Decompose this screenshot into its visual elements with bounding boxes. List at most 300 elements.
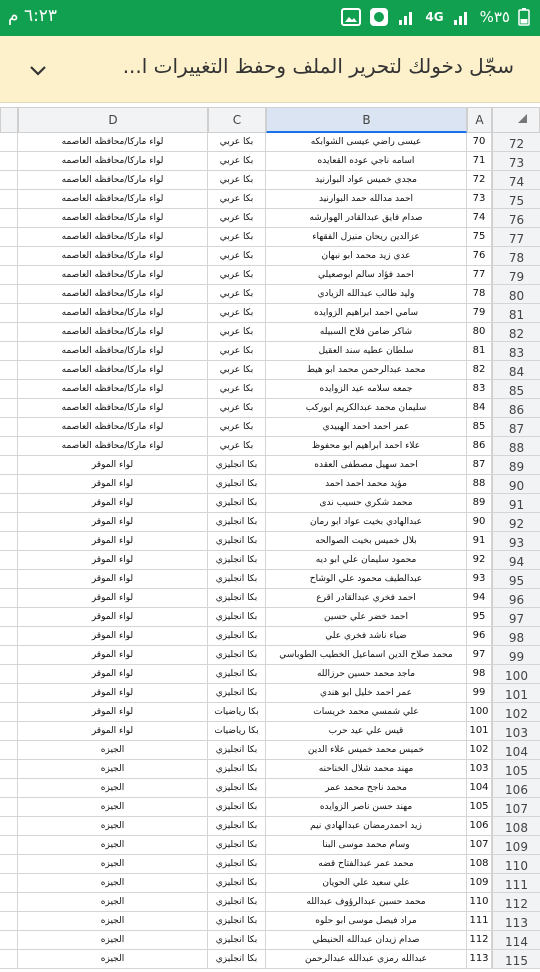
cell-partial[interactable]: [0, 418, 18, 437]
cell-a[interactable]: 72: [467, 171, 492, 190]
cell-a[interactable]: 98: [467, 665, 492, 684]
cell-a[interactable]: 110: [467, 893, 492, 912]
row-header[interactable]: 106: [492, 779, 540, 798]
cell-b[interactable]: مؤيد محمد احمد احمد: [266, 475, 467, 494]
cell-c[interactable]: بكا انجليزي: [208, 456, 266, 475]
cell-c[interactable]: بكا انجليزي: [208, 494, 266, 513]
cell-b[interactable]: عبدالطيف محمود علي الوشاح: [266, 570, 467, 589]
cell-c[interactable]: بكا انجليزي: [208, 950, 266, 969]
cell-partial[interactable]: [0, 589, 18, 608]
cell-c[interactable]: بكا عربي: [208, 171, 266, 190]
cell-b[interactable]: علي سعيد علي الحويان: [266, 874, 467, 893]
cell-c[interactable]: بكا عربي: [208, 247, 266, 266]
cell-b[interactable]: عبدالهادي بخيت عواد ابو رمان: [266, 513, 467, 532]
chevron-down-icon[interactable]: [26, 58, 50, 82]
cell-b[interactable]: محمد ناجح محمد عمر: [266, 779, 467, 798]
table-row: [0, 285, 540, 304]
cell-a[interactable]: 112: [467, 931, 492, 950]
cell-partial[interactable]: [0, 855, 18, 874]
row-header[interactable]: 77: [492, 228, 540, 247]
cell-partial[interactable]: [0, 912, 18, 931]
cell-b[interactable]: اسامه ناجي عوده القعايده: [266, 152, 467, 171]
cell-d[interactable]: الجيزه: [18, 912, 208, 931]
cell-b[interactable]: عزالدين ريحان منيزل الفقهاء: [266, 228, 467, 247]
cell-d[interactable]: الجيزه: [18, 931, 208, 950]
cell-c[interactable]: بكا انجليزي: [208, 836, 266, 855]
table-row: [0, 931, 540, 950]
row-header[interactable]: 75: [492, 190, 540, 209]
cell-partial[interactable]: [0, 950, 18, 969]
column-header-partial[interactable]: [0, 107, 18, 133]
cell-b[interactable]: سامي احمد ابراهيم الزوايده: [266, 304, 467, 323]
cell-b[interactable]: وسام محمد موسى البنا: [266, 836, 467, 855]
cell-partial[interactable]: [0, 380, 18, 399]
row-header[interactable]: 99: [492, 646, 540, 665]
cell-c[interactable]: بكا عربي: [208, 285, 266, 304]
cell-d[interactable]: لواء الموقر: [18, 627, 208, 646]
table-row: [0, 190, 540, 209]
cell-partial[interactable]: [0, 703, 18, 722]
cell-partial[interactable]: [0, 399, 18, 418]
cell-d[interactable]: الجيزه: [18, 836, 208, 855]
cell-partial[interactable]: [0, 722, 18, 741]
cell-a[interactable]: 89: [467, 494, 492, 513]
cell-c[interactable]: بكا انجليزي: [208, 779, 266, 798]
table-row: [0, 266, 540, 285]
cell-b[interactable]: مراد فيصل موسى ابو حلوه: [266, 912, 467, 931]
cell-d[interactable]: لواء الموقر: [18, 703, 208, 722]
cell-d[interactable]: الجيزه: [18, 760, 208, 779]
table-row: [0, 304, 540, 323]
network-type: 4G: [425, 10, 444, 24]
cell-partial[interactable]: [0, 437, 18, 456]
table-row: [0, 475, 540, 494]
cell-a[interactable]: 85: [467, 418, 492, 437]
cell-d[interactable]: لواء ماركا/محافظه العاصمه: [18, 209, 208, 228]
cell-b[interactable]: ضياء ناشد فخري علي: [266, 627, 467, 646]
table-row: [0, 380, 540, 399]
cell-d[interactable]: لواء ماركا/محافظه العاصمه: [18, 152, 208, 171]
cell-b[interactable]: مجدي خميس عواد البوارنيد: [266, 171, 467, 190]
cell-a[interactable]: 87: [467, 456, 492, 475]
cell-partial[interactable]: [0, 760, 18, 779]
row-header[interactable]: 105: [492, 760, 540, 779]
table-row: [0, 171, 540, 190]
cell-c[interactable]: بكا انجليزي: [208, 893, 266, 912]
cell-c[interactable]: بكا انجليزي: [208, 855, 266, 874]
row-header[interactable]: 104: [492, 741, 540, 760]
row-header[interactable]: 73: [492, 152, 540, 171]
cell-a[interactable]: 73: [467, 190, 492, 209]
cell-b[interactable]: احمد خضر علي حسين: [266, 608, 467, 627]
cell-c[interactable]: بكا انجليزي: [208, 608, 266, 627]
cell-partial[interactable]: [0, 817, 18, 836]
cell-d[interactable]: لواء الموقر: [18, 608, 208, 627]
row-header[interactable]: 80: [492, 285, 540, 304]
cell-c[interactable]: بكا انجليزي: [208, 570, 266, 589]
cell-c[interactable]: بكا عربي: [208, 342, 266, 361]
cell-partial[interactable]: [0, 798, 18, 817]
cell-c[interactable]: بكا انجليزي: [208, 646, 266, 665]
cell-c[interactable]: بكا عربي: [208, 399, 266, 418]
column-header-a[interactable]: A: [467, 107, 492, 133]
cell-c[interactable]: بكا انجليزي: [208, 665, 266, 684]
table-row: [0, 551, 540, 570]
cell-partial[interactable]: [0, 741, 18, 760]
cell-c[interactable]: بكا عربي: [208, 380, 266, 399]
cell-d[interactable]: لواء الموقر: [18, 494, 208, 513]
cell-a[interactable]: 93: [467, 570, 492, 589]
cell-d[interactable]: الجيزه: [18, 893, 208, 912]
row-header[interactable]: 97: [492, 608, 540, 627]
row-header[interactable]: 96: [492, 589, 540, 608]
cell-a[interactable]: 94: [467, 589, 492, 608]
cell-partial[interactable]: [0, 931, 18, 950]
cell-a[interactable]: 97: [467, 646, 492, 665]
cell-a[interactable]: 102: [467, 741, 492, 760]
battery-percent: %٣٥: [479, 8, 510, 26]
cell-partial[interactable]: [0, 133, 18, 152]
cell-b[interactable]: جمعه سلامه عيد الزوايده: [266, 380, 467, 399]
cell-a[interactable]: 83: [467, 380, 492, 399]
cell-a[interactable]: 74: [467, 209, 492, 228]
row-header[interactable]: 84: [492, 361, 540, 380]
cell-d[interactable]: الجيزه: [18, 817, 208, 836]
cell-partial[interactable]: [0, 285, 18, 304]
cell-partial[interactable]: [0, 456, 18, 475]
row-header[interactable]: 85: [492, 380, 540, 399]
cell-c[interactable]: بكا عربي: [208, 323, 266, 342]
cell-b[interactable]: احمد فؤاد سالم ابوصعيلي: [266, 266, 467, 285]
row-header[interactable]: 98: [492, 627, 540, 646]
cell-b[interactable]: قيس علي عيد حرب: [266, 722, 467, 741]
cell-d[interactable]: لواء ماركا/محافظه العاصمه: [18, 437, 208, 456]
cell-c[interactable]: بكا انجليزي: [208, 912, 266, 931]
row-header[interactable]: 107: [492, 798, 540, 817]
cell-d[interactable]: لواء الموقر: [18, 722, 208, 741]
cell-partial[interactable]: [0, 361, 18, 380]
cell-c[interactable]: بكا عربي: [208, 437, 266, 456]
cell-partial[interactable]: [0, 532, 18, 551]
row-header[interactable]: 89: [492, 456, 540, 475]
cell-d[interactable]: لواء ماركا/محافظه العاصمه: [18, 190, 208, 209]
table-row: [0, 665, 540, 684]
signal-icon: [397, 8, 417, 26]
cell-b[interactable]: عمر احمد خليل ابو هندي: [266, 684, 467, 703]
row-header[interactable]: 100: [492, 665, 540, 684]
cell-b[interactable]: صدام زيدان عبدالله الحنيطي: [266, 931, 467, 950]
cell-d[interactable]: لواء الموقر: [18, 456, 208, 475]
cell-a[interactable]: 76: [467, 247, 492, 266]
cell-a[interactable]: 113: [467, 950, 492, 969]
cell-d[interactable]: الجيزه: [18, 855, 208, 874]
cell-d[interactable]: لواء الموقر: [18, 646, 208, 665]
cell-c[interactable]: بكا انجليزي: [208, 817, 266, 836]
cell-a[interactable]: 75: [467, 228, 492, 247]
cell-b[interactable]: احمد مدالله حمد البوارنيد: [266, 190, 467, 209]
cell-b[interactable]: عدي زيد محمد ابو نبهان: [266, 247, 467, 266]
spreadsheet-grid[interactable]: [0, 133, 540, 968]
cell-partial[interactable]: [0, 190, 18, 209]
cell-a[interactable]: 104: [467, 779, 492, 798]
row-header[interactable]: 93: [492, 532, 540, 551]
cell-b[interactable]: ماجد محمد حسين حرزالله: [266, 665, 467, 684]
cell-b[interactable]: احمد سهيل مصطفى العقده: [266, 456, 467, 475]
cell-b[interactable]: عبدالله رمزي عبدالله عبدالرحمن: [266, 950, 467, 969]
cell-a[interactable]: 79: [467, 304, 492, 323]
cell-partial[interactable]: [0, 893, 18, 912]
column-header-b[interactable]: B: [266, 107, 467, 133]
cell-c[interactable]: بكا انجليزي: [208, 874, 266, 893]
cell-b[interactable]: محمد حسين عبدالرؤوف عبدالله: [266, 893, 467, 912]
cell-partial[interactable]: [0, 323, 18, 342]
cell-a[interactable]: 100: [467, 703, 492, 722]
cell-b[interactable]: محمد شكري حسيب ندى: [266, 494, 467, 513]
cell-partial[interactable]: [0, 627, 18, 646]
cell-b[interactable]: احمد فخري عبدالقادر اقرع: [266, 589, 467, 608]
cell-a[interactable]: 90: [467, 513, 492, 532]
cell-b[interactable]: بلال خميس بخيت الصوالحه: [266, 532, 467, 551]
row-header[interactable]: 95: [492, 570, 540, 589]
cell-a[interactable]: 108: [467, 855, 492, 874]
row-header[interactable]: 83: [492, 342, 540, 361]
cell-c[interactable]: بكا انجليزي: [208, 760, 266, 779]
cell-a[interactable]: 70: [467, 133, 492, 152]
cell-b[interactable]: محمود سليمان علي ابو ديه: [266, 551, 467, 570]
cell-a[interactable]: 80: [467, 323, 492, 342]
table-row: [0, 684, 540, 703]
cell-partial[interactable]: [0, 684, 18, 703]
table-row: [0, 532, 540, 551]
table-row: [0, 779, 540, 798]
row-header[interactable]: 113: [492, 912, 540, 931]
row-header[interactable]: 111: [492, 874, 540, 893]
cell-a[interactable]: 92: [467, 551, 492, 570]
cell-partial[interactable]: [0, 304, 18, 323]
cell-a[interactable]: 81: [467, 342, 492, 361]
row-header[interactable]: 114: [492, 931, 540, 950]
row-header[interactable]: 88: [492, 437, 540, 456]
table-row: [0, 570, 540, 589]
row-header[interactable]: 76: [492, 209, 540, 228]
cell-c[interactable]: بكا انجليزي: [208, 551, 266, 570]
cell-d[interactable]: الجيزه: [18, 874, 208, 893]
cell-d[interactable]: لواء الموقر: [18, 684, 208, 703]
whatsapp-icon: [369, 8, 389, 26]
cell-a[interactable]: 109: [467, 874, 492, 893]
sign-in-banner[interactable]: [0, 36, 540, 103]
cell-c[interactable]: بكا عربي: [208, 209, 266, 228]
cell-c[interactable]: بكا انجليزي: [208, 931, 266, 950]
cell-partial[interactable]: [0, 874, 18, 893]
row-header[interactable]: 72: [492, 133, 540, 152]
row-header[interactable]: 86: [492, 399, 540, 418]
cell-a[interactable]: 99: [467, 684, 492, 703]
table-row: [0, 418, 540, 437]
cell-b[interactable]: سليمان محمد عبدالكريم ابوركب: [266, 399, 467, 418]
cell-d[interactable]: لواء ماركا/محافظه العاصمه: [18, 304, 208, 323]
cell-d[interactable]: لواء الموقر: [18, 570, 208, 589]
row-header[interactable]: 109: [492, 836, 540, 855]
column-header-c[interactable]: C: [208, 107, 266, 133]
cell-b[interactable]: عيسى راضي عيسى الشوابكه: [266, 133, 467, 152]
table-row: [0, 722, 540, 741]
cell-partial[interactable]: [0, 152, 18, 171]
row-header[interactable]: 103: [492, 722, 540, 741]
cell-a[interactable]: 95: [467, 608, 492, 627]
cell-a[interactable]: 91: [467, 532, 492, 551]
cell-a[interactable]: 82: [467, 361, 492, 380]
row-header[interactable]: 108: [492, 817, 540, 836]
table-row: [0, 836, 540, 855]
cell-b[interactable]: محمد عمر عبدالفتاح قضه: [266, 855, 467, 874]
cell-a[interactable]: 103: [467, 760, 492, 779]
row-header[interactable]: 102: [492, 703, 540, 722]
cell-c[interactable]: بكا عربي: [208, 152, 266, 171]
cell-b[interactable]: علي شمسي محمد خريسات: [266, 703, 467, 722]
cell-b[interactable]: شاكر ضامن فلاح السبيله: [266, 323, 467, 342]
cell-partial[interactable]: [0, 228, 18, 247]
cell-partial[interactable]: [0, 342, 18, 361]
cell-partial[interactable]: [0, 646, 18, 665]
cell-b[interactable]: صدام فايق عبدالقادر الهوارشه: [266, 209, 467, 228]
cell-a[interactable]: 107: [467, 836, 492, 855]
cell-c[interactable]: بكا انجليزي: [208, 513, 266, 532]
cell-b[interactable]: مهند حسن ناصر الزوايده: [266, 798, 467, 817]
cell-d[interactable]: لواء ماركا/محافظه العاصمه: [18, 247, 208, 266]
cell-a[interactable]: 111: [467, 912, 492, 931]
cell-b[interactable]: محمد عبدالرحمن محمد ابو هيط: [266, 361, 467, 380]
cell-d[interactable]: الجيزه: [18, 779, 208, 798]
cell-partial[interactable]: [0, 779, 18, 798]
row-header[interactable]: 74: [492, 171, 540, 190]
cell-partial[interactable]: [0, 665, 18, 684]
cell-partial[interactable]: [0, 513, 18, 532]
cell-a[interactable]: 106: [467, 817, 492, 836]
cell-a[interactable]: 101: [467, 722, 492, 741]
row-header[interactable]: 90: [492, 475, 540, 494]
cell-d[interactable]: لواء الموقر: [18, 513, 208, 532]
cell-c[interactable]: بكا انجليزي: [208, 475, 266, 494]
cell-d[interactable]: لواء الموقر: [18, 532, 208, 551]
cell-partial[interactable]: [0, 836, 18, 855]
column-header-d[interactable]: D: [18, 107, 208, 133]
row-header[interactable]: 91: [492, 494, 540, 513]
table-row: [0, 513, 540, 532]
cell-a[interactable]: 78: [467, 285, 492, 304]
table-row: [0, 494, 540, 513]
cell-d[interactable]: لواء الموقر: [18, 589, 208, 608]
row-header[interactable]: 87: [492, 418, 540, 437]
cell-d[interactable]: لواء ماركا/محافظه العاصمه: [18, 380, 208, 399]
row-header[interactable]: 92: [492, 513, 540, 532]
cell-d[interactable]: لواء ماركا/محافظه العاصمه: [18, 171, 208, 190]
cell-c[interactable]: بكا عربي: [208, 418, 266, 437]
cell-c[interactable]: بكا انجليزي: [208, 532, 266, 551]
cell-b[interactable]: مهند محمد شلال الخناحنه: [266, 760, 467, 779]
cell-d[interactable]: لواء ماركا/محافظه العاصمه: [18, 285, 208, 304]
cell-a[interactable]: 84: [467, 399, 492, 418]
cell-d[interactable]: الجيزه: [18, 798, 208, 817]
row-header[interactable]: 82: [492, 323, 540, 342]
cell-c[interactable]: بكا انجليزي: [208, 627, 266, 646]
select-all-corner[interactable]: [492, 107, 540, 133]
cell-c[interactable]: بكا انجليزي: [208, 798, 266, 817]
cell-d[interactable]: لواء ماركا/محافظه العاصمه: [18, 323, 208, 342]
cell-d[interactable]: لواء ماركا/محافظه العاصمه: [18, 418, 208, 437]
row-header[interactable]: 94: [492, 551, 540, 570]
cell-a[interactable]: 71: [467, 152, 492, 171]
cell-partial[interactable]: [0, 608, 18, 627]
table-row: [0, 646, 540, 665]
cell-c[interactable]: بكا رياضيات: [208, 703, 266, 722]
cell-c[interactable]: بكا رياضيات: [208, 722, 266, 741]
cell-b[interactable]: خميس محمد خميس علاء الدين: [266, 741, 467, 760]
cell-partial[interactable]: [0, 475, 18, 494]
row-header[interactable]: 115: [492, 950, 540, 969]
cell-d[interactable]: الجيزه: [18, 950, 208, 969]
cell-c[interactable]: بكا عربي: [208, 304, 266, 323]
cell-c[interactable]: بكا انجليزي: [208, 741, 266, 760]
cell-a[interactable]: 86: [467, 437, 492, 456]
cell-c[interactable]: بكا عربي: [208, 266, 266, 285]
cell-partial[interactable]: [0, 247, 18, 266]
cell-d[interactable]: الجيزه: [18, 741, 208, 760]
row-header[interactable]: 79: [492, 266, 540, 285]
cell-c[interactable]: بكا عربي: [208, 190, 266, 209]
table-row: [0, 342, 540, 361]
cell-b[interactable]: محمد صلاح الدين اسماعيل الخطيب الطوباسي: [266, 646, 467, 665]
cell-c[interactable]: بكا عربي: [208, 228, 266, 247]
table-row: [0, 209, 540, 228]
cell-partial[interactable]: [0, 570, 18, 589]
cell-c[interactable]: بكا انجليزي: [208, 684, 266, 703]
cell-a[interactable]: 105: [467, 798, 492, 817]
cell-partial[interactable]: [0, 266, 18, 285]
cell-b[interactable]: سلطان عطيه سند العقيل: [266, 342, 467, 361]
cell-d[interactable]: لواء ماركا/محافظه العاصمه: [18, 399, 208, 418]
cell-a[interactable]: 96: [467, 627, 492, 646]
cell-d[interactable]: لواء الموقر: [18, 665, 208, 684]
cell-d[interactable]: لواء الموقر: [18, 551, 208, 570]
cell-a[interactable]: 88: [467, 475, 492, 494]
cell-d[interactable]: لواء ماركا/محافظه العاصمه: [18, 342, 208, 361]
cell-d[interactable]: لواء الموقر: [18, 475, 208, 494]
cell-b[interactable]: علاء احمد ابراهيم ابو محفوظ: [266, 437, 467, 456]
cell-partial[interactable]: [0, 209, 18, 228]
cell-b[interactable]: وليد طالب عبدالله الزيادي: [266, 285, 467, 304]
cell-partial[interactable]: [0, 171, 18, 190]
table-row: [0, 760, 540, 779]
cell-partial[interactable]: [0, 551, 18, 570]
row-header[interactable]: 101: [492, 684, 540, 703]
cell-c[interactable]: بكا عربي: [208, 361, 266, 380]
cell-d[interactable]: لواء ماركا/محافظه العاصمه: [18, 266, 208, 285]
row-header[interactable]: 110: [492, 855, 540, 874]
row-header[interactable]: 81: [492, 304, 540, 323]
cell-d[interactable]: لواء ماركا/محافظه العاصمه: [18, 133, 208, 152]
cell-c[interactable]: بكا انجليزي: [208, 589, 266, 608]
row-header[interactable]: 112: [492, 893, 540, 912]
cell-partial[interactable]: [0, 494, 18, 513]
row-header[interactable]: 78: [492, 247, 540, 266]
cell-b[interactable]: عمر احمد احمد الهبيدي: [266, 418, 467, 437]
cell-b[interactable]: زيد احمدرمضان عبدالهادي نيم: [266, 817, 467, 836]
cell-c[interactable]: بكا عربي: [208, 133, 266, 152]
cell-d[interactable]: لواء ماركا/محافظه العاصمه: [18, 228, 208, 247]
cell-d[interactable]: لواء ماركا/محافظه العاصمه: [18, 361, 208, 380]
cell-a[interactable]: 77: [467, 266, 492, 285]
